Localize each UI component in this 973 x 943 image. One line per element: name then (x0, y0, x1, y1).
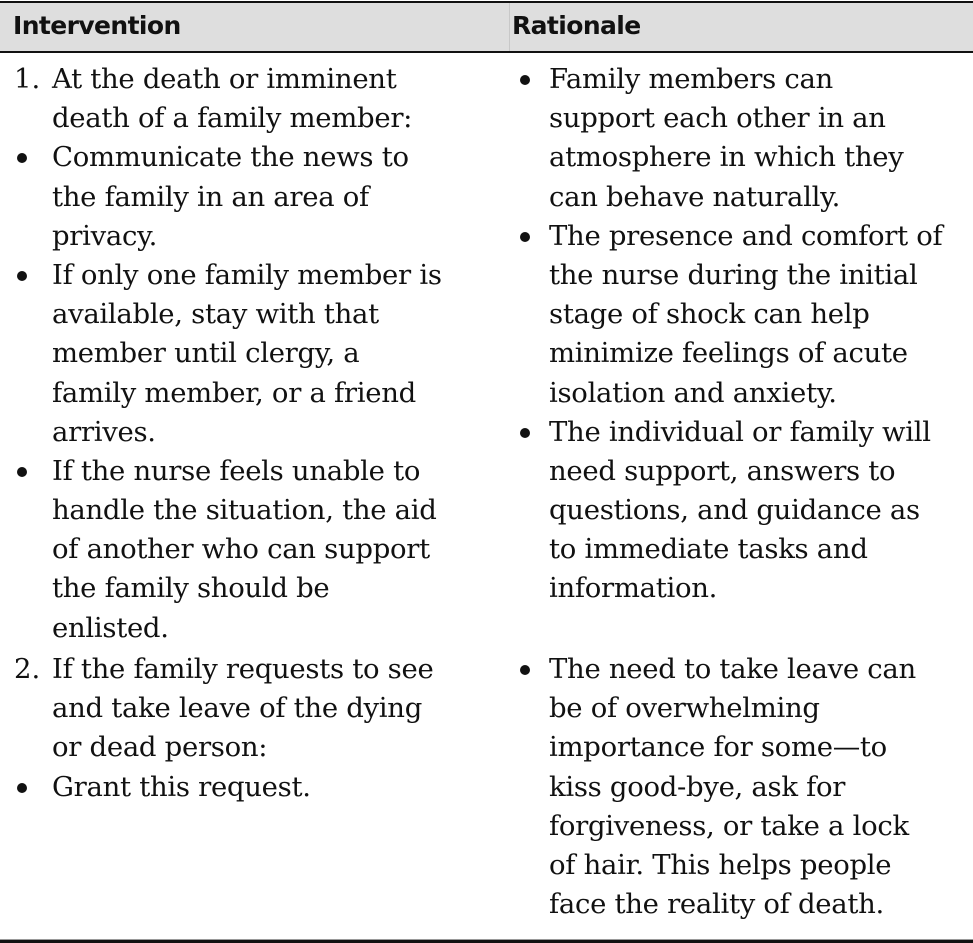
item-text-line: If the family requests to see (52, 653, 434, 685)
item-text-line: minimize feelings of acute (549, 337, 908, 370)
item-text-line: atmosphere in which they (549, 141, 904, 174)
item-text-line: At the death or imminent (52, 63, 397, 95)
item-text-line: handle the situation, the aid (52, 494, 437, 527)
bullet-icon (520, 75, 530, 85)
item-text-line: face the reality of death. (549, 888, 884, 921)
item-text-line: be of overwhelming (549, 692, 820, 725)
bullet-icon (17, 783, 27, 793)
item-text-line: available, stay with that (52, 298, 379, 331)
item-text-line: The need to take leave can (549, 653, 916, 685)
bullet-item (0, 256, 500, 452)
bullet-icon (520, 665, 530, 675)
table-bottom-rule (0, 939, 973, 943)
item-text-line: isolation and anxiety. (549, 376, 837, 409)
item-text-line: family member, or a friend (52, 376, 416, 409)
bullet-icon (17, 271, 27, 281)
item-text-line: of hair. This helps people (549, 848, 892, 881)
item-text-line: questions, and guidance as (549, 494, 920, 527)
item-text-line: If only one family member is (52, 258, 442, 291)
item-text-line: Family members can (549, 63, 833, 95)
item-text-line: to immediate tasks and (549, 533, 868, 566)
item-text-line: need support, answers to (549, 454, 896, 487)
bullet-item (0, 768, 500, 807)
bullet-icon (520, 232, 530, 242)
item-text-line: the nurse during the initial (549, 258, 918, 291)
bullet-item (500, 217, 973, 413)
item-text-line: The individual or family will (549, 415, 931, 448)
item-text-line: forgiveness, or take a lock (549, 809, 909, 842)
bullet-item (500, 650, 973, 924)
item-text-line: stage of shock can help (549, 298, 870, 331)
bullet-item (500, 60, 973, 217)
header-intervention: Intervention (13, 11, 181, 40)
item-text-line: enlisted. (52, 611, 169, 644)
item-text-line: can behave naturally. (549, 180, 841, 213)
bullet-item (500, 413, 973, 609)
item-text-line: support each other in an (549, 102, 886, 135)
row-1-intervention-cell (0, 60, 500, 648)
row-1-rationale-cell (500, 60, 973, 609)
item-text-line: importance for some—to (549, 731, 887, 764)
item-text-line: and take leave of the dying (52, 692, 422, 725)
bullet-icon (17, 467, 27, 477)
item-text-line: privacy. (52, 219, 158, 252)
item-number: 1. (14, 63, 41, 95)
item-text-line: Communicate the news to (52, 141, 409, 174)
item-text-line: or dead person: (52, 731, 268, 764)
numbered-item (0, 60, 500, 138)
header-column-divider (509, 3, 510, 51)
item-text-line: of another who can support (52, 533, 430, 566)
item-text-line: arrives. (52, 415, 156, 448)
row-2-intervention-cell (0, 650, 500, 807)
header-rationale: Rationale (512, 11, 641, 40)
item-text-line: member until clergy, a (52, 337, 360, 370)
row-2-rationale-cell (500, 650, 973, 924)
item-text-line: If the nurse feels unable to (52, 454, 421, 487)
bullet-icon (520, 428, 530, 438)
numbered-item (0, 650, 500, 768)
table-header (0, 1, 973, 53)
bullet-item (0, 452, 500, 648)
item-text-line: the family in an area of (52, 180, 369, 213)
item-text-line: information. (549, 572, 718, 605)
bullet-item (0, 138, 500, 256)
item-number: 2. (14, 653, 41, 685)
item-text-line: kiss good-bye, ask for (549, 770, 846, 803)
item-text-line: death of a family member: (52, 102, 413, 135)
item-text-line: the family should be (52, 572, 330, 605)
item-text-line: The presence and comfort of (549, 219, 943, 252)
item-text-line: Grant this request. (52, 770, 311, 803)
